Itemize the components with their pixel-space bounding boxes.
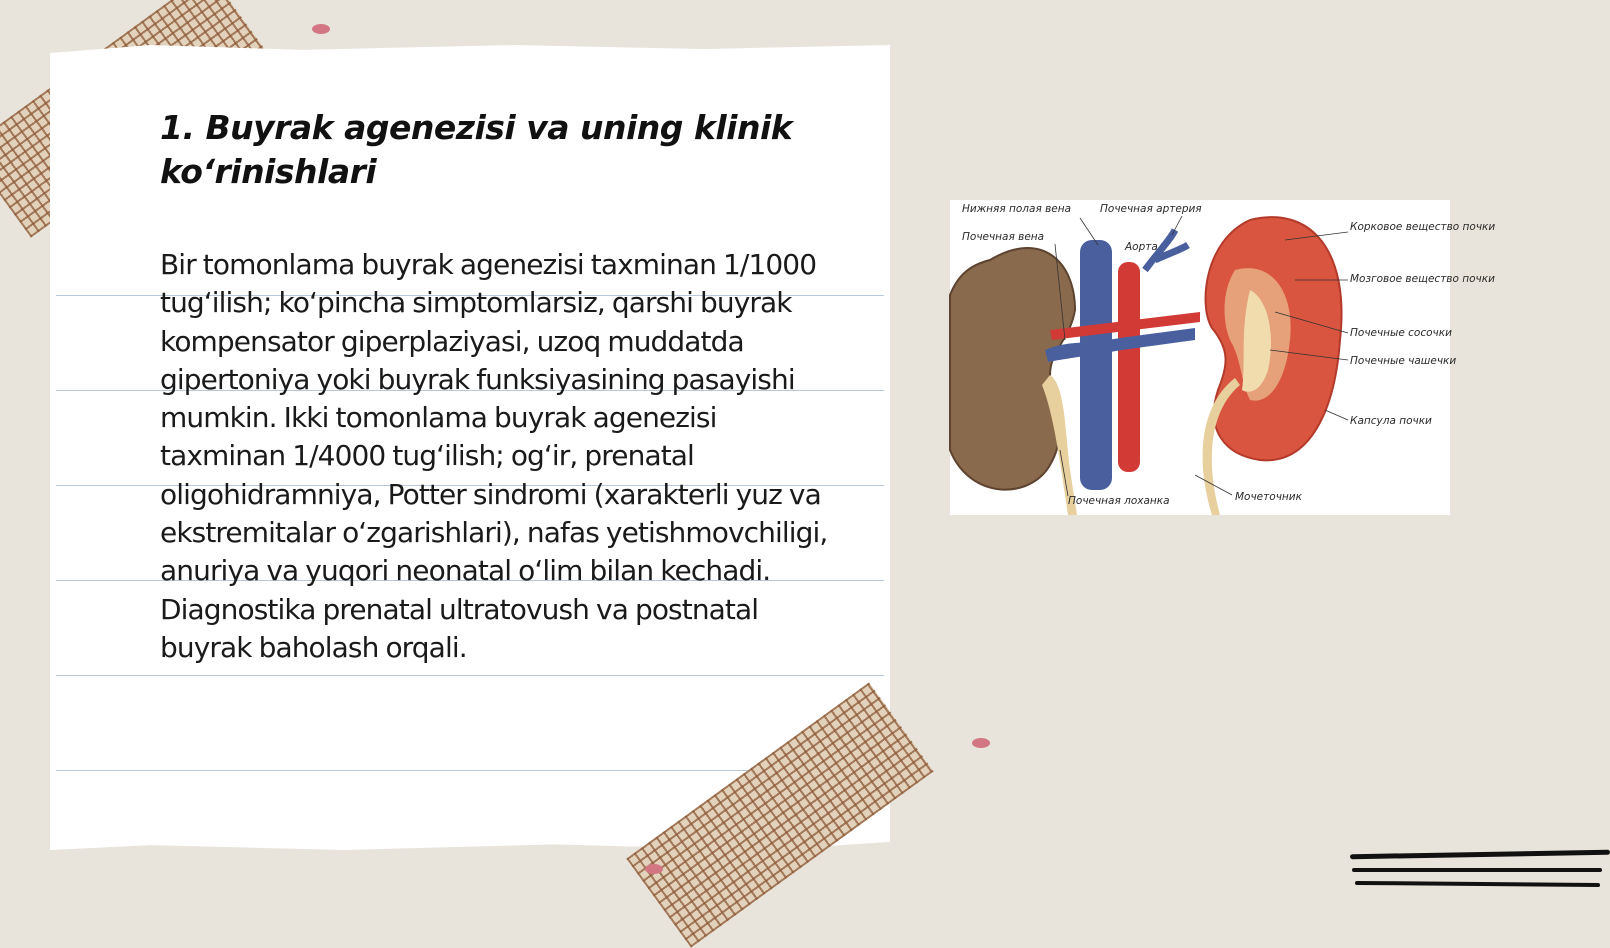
label-renal-vein: Почечная вена: [962, 231, 1045, 243]
left-kidney-shape: [950, 248, 1075, 490]
kidney-anatomy-image: [950, 200, 1496, 515]
kidney-illustration: [950, 200, 1496, 515]
vena-cava-shape: [1080, 240, 1112, 490]
label-capsule: Капсула почки: [1350, 415, 1432, 427]
slide-body-text: Bir tomonlama buyrak agenezisi taxminan 1/1000 tug‘ilish; ko‘pincha simptomlarsiz, qarshi buyrak kompensator giperplaziyasi, uzoq muddatda gipertoniya yoki buyrak funksiyasining pasayishi mumkin. Ikki tomonlama buyrak agenezisi taxminan 1/4000 tug‘ilish; og‘ir, prenatal oligohidramniya, Potter sindromi (xarakterli yuz va ekstremitalar o‘zgarishlari), nafas yetishmovchiligi, anuriya va yuqori neonatal o‘lim bilan kechadi. Diagnostika prenatal ultratovush va postnatal buyrak baholash orqali.: [160, 248, 828, 664]
label-ivc: Нижняя полая вена: [962, 203, 1072, 215]
paper-rule-line: [56, 675, 884, 676]
tape-pin-bottom-left: [645, 864, 663, 874]
label-papillae: Почечные сосочки: [1350, 327, 1452, 339]
label-medulla: Мозговое вещество почки: [1350, 273, 1495, 285]
label-aorta: Аорта: [1125, 241, 1158, 253]
slide-title: 1. Buyrak agenezisi va uning klinik ko‘rinishlari: [160, 108, 793, 191]
label-calyces: Почечные чашечки: [1350, 355, 1457, 367]
label-pelvis: Почечная лоханка: [1068, 495, 1170, 507]
tape-pin-bottom-right: [972, 738, 990, 748]
brush-stroke-decoration: [1355, 881, 1600, 887]
brush-stroke-decoration: [1352, 868, 1602, 872]
label-ureter: Мочеточник: [1235, 491, 1302, 503]
aorta-shape: [1118, 262, 1140, 472]
label-renal-artery: Почечная артерия: [1100, 203, 1202, 215]
label-cortex: Корковое вещество почки: [1350, 221, 1496, 233]
tape-pin-top-left: [312, 24, 330, 34]
brush-stroke-decoration: [1350, 850, 1610, 860]
